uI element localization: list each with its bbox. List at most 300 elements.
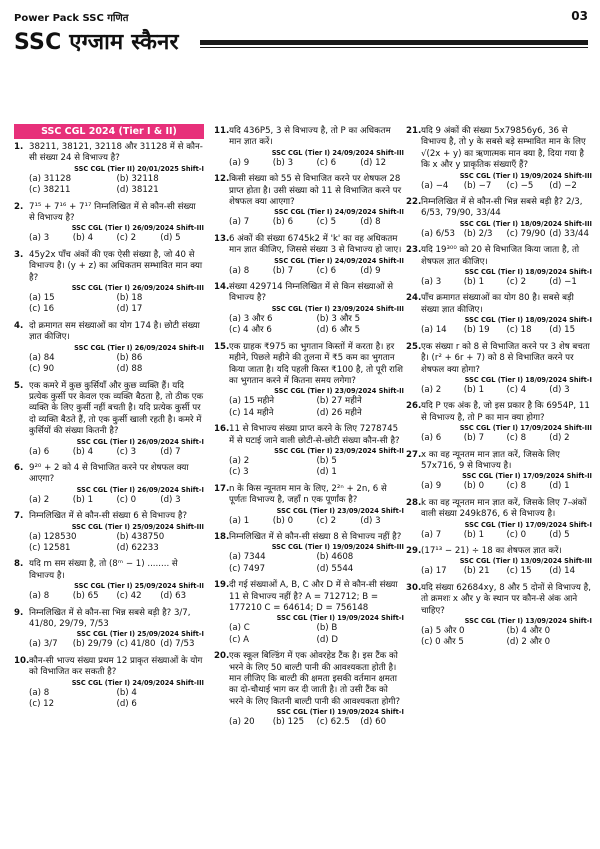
question-source: SSC CGL (Tier I) 26/09/2024 Shift-I [76, 437, 204, 446]
answer-option: (b) 7 [463, 433, 485, 444]
question-number: 25. [406, 341, 422, 352]
column-3 [406, 126, 592, 654]
answer-option: (b) 65 [72, 591, 99, 602]
answer-option: (d) 2 [549, 433, 570, 444]
answer-option: (a) 1 [229, 515, 250, 526]
answer-option: (c) 15 [506, 566, 532, 577]
answer-options [14, 447, 204, 458]
question-item [14, 511, 204, 554]
question-item [406, 498, 592, 541]
question-number: 11. [214, 126, 230, 136]
question-item [214, 651, 404, 728]
answer-options [14, 233, 204, 244]
question-item [406, 245, 592, 288]
question-number: 27. [406, 449, 422, 460]
answer-option: (c) 4 [506, 384, 527, 395]
question-text: n के किस न्यूनतम मान के लिए, 2²ⁿ + 2n, 6 से पूर्णतः विभाज्य है, जहाँ n एक पूर्णांक है? [229, 483, 387, 506]
answer-option: (d) 63 [160, 591, 187, 602]
answer-options [406, 566, 592, 577]
answer-option: (a) 6 [421, 433, 442, 444]
answer-option: (b) 4 [72, 446, 94, 457]
question-head [14, 250, 204, 284]
question-number: 19. [214, 580, 230, 591]
question-text: एक ग्राहक ₹975 का भुगतान किस्तों में करता है। हर महीने, पिछले महीने की तुलना में ₹5 कम का भुगतान किया जाता है। यदि पहली किस्त ₹100 है, तो पूरी राशि का भुगतान करने में कितना समय लगेगा? [229, 341, 403, 386]
answer-option: (b) 19 [463, 325, 490, 336]
answer-option: (d) 3 [160, 494, 181, 505]
answer-option: (c) 3 [229, 467, 249, 478]
question-head [14, 463, 204, 486]
question-head [214, 532, 404, 543]
answer-option: (b) 4608 [316, 552, 354, 563]
question-number: 3. [14, 249, 24, 260]
answer-option: (d) 9 [360, 265, 381, 276]
answer-option: (b) 6 [272, 217, 294, 228]
page-number: 03 [571, 9, 588, 23]
question-source: SSC CGL (Tier I) 18/09/2024 Shift-I [464, 268, 592, 277]
answer-option: (a) 8 [229, 265, 250, 276]
column-1-questions [14, 142, 204, 710]
answer-option: (c) 62.5 [316, 717, 350, 728]
answer-options [14, 174, 204, 197]
answer-option: (c) 2 [316, 515, 337, 526]
question-head [14, 321, 204, 344]
question-text: कौन-सी भाज्य संख्या प्रथम 12 प्राकृत संख्याओं के योग को विभाजित कर सकती है? [29, 655, 203, 678]
question-source: SSC CGL (Tier I) 17/09/2024 Shift-I [464, 520, 592, 529]
answer-options [214, 266, 404, 277]
answer-option: (a) 128530 [29, 531, 77, 542]
question-text: दी गई संख्याओं A, B, C और D में से कौन-सी संख्या 11 से विभाज्य नहीं है? A = 712712; B = 177210 C = 64614; D = 756148 [229, 580, 398, 613]
answer-option: (b) 1 [463, 277, 485, 288]
question-number: 13. [214, 233, 230, 244]
answer-option: (b) 27 महीने [316, 396, 362, 407]
question-head [214, 424, 404, 447]
question-source: SSC CGL (Tier I) 24/09/2024 Shift-III [271, 148, 404, 157]
question-number: 4. [14, 320, 24, 331]
answer-options [406, 277, 592, 288]
question-text: x का वह न्यूनतम मान ज्ञात करें, जिसके लिए 57x716, 9 से विभाज्य है। [421, 449, 560, 471]
running-header: Power Pack SSC गणित [14, 13, 129, 24]
question-number: 8. [14, 559, 24, 570]
answer-option: (a) 9 [229, 157, 250, 168]
question-source: SSC CGL (Tier I) 17/09/2024 Shift-II [462, 472, 592, 481]
answer-option: (d) 17 [116, 304, 143, 315]
question-source: SSC CGL (Tier I) 18/09/2024 Shift-III [459, 219, 592, 228]
answer-option: (a) C [229, 623, 250, 634]
answer-options [14, 532, 204, 555]
question-source: SSC CGL (Tier I) 26/09/2024 Shift-III [71, 284, 204, 293]
question-number: 18. [214, 531, 230, 542]
answer-options [14, 293, 204, 316]
question-source: SSC CGL (Tier I) 17/09/2024 Shift-III [459, 424, 592, 433]
question-number: 12. [214, 174, 230, 185]
question-item [14, 202, 204, 245]
question-item [14, 608, 204, 651]
answer-option: (c) 6 [316, 265, 337, 276]
question-head [214, 234, 404, 257]
question-head [406, 342, 592, 376]
answer-option: (c) 12 [29, 699, 55, 710]
question-head [214, 282, 404, 305]
question-source: SSC CGL (Tier I) 25/09/2024 Shift-III [71, 522, 204, 531]
answer-option: (d) 3 [549, 384, 570, 395]
question-source: SSC CGL (Tier I) 23/09/2024 Shift-II [274, 387, 404, 396]
answer-option: (c) 0 [506, 529, 527, 540]
answer-options [214, 623, 404, 646]
answer-option: (b) B [316, 623, 338, 634]
answer-option: (c) 41/80 [116, 639, 156, 650]
answer-option: (d) 26 महीने [316, 407, 362, 418]
answer-option: (b) 21 [463, 566, 490, 577]
answer-option: (b) −7 [463, 180, 492, 191]
answer-option: (b) 438750 [116, 531, 165, 542]
answer-option: (c) 79/90 [506, 228, 546, 239]
question-head [14, 608, 204, 631]
answer-option: (d) 1 [316, 467, 337, 478]
question-head [406, 245, 592, 268]
answer-option: (c) 8 [506, 481, 527, 492]
answer-option: (a) 7 [421, 529, 442, 540]
answer-options [214, 217, 404, 228]
answer-option: (c) 18 [506, 325, 532, 336]
answer-option: (d) −2 [549, 180, 577, 191]
question-head [406, 293, 592, 316]
answer-options [14, 591, 204, 602]
question-text: 45y2x पाँच अंकों की एक ऐसी संख्या है, जो 40 से विभाज्य है। (y + z) का अधिकतम सम्भावित मान क्या है? [29, 249, 203, 283]
answer-option: (a) 5 और 0 [421, 626, 465, 636]
question-item [14, 381, 204, 458]
question-item [214, 532, 404, 575]
column-2 [214, 126, 404, 734]
question-head [14, 559, 204, 582]
question-head [214, 580, 404, 614]
answer-option: (a) 9 [421, 481, 442, 492]
question-text: 11 से विभाज्य संख्या प्राप्त करने के लिए 7278745 में से घटाई जाने वाली छोटी-से-छोटी संख्या कौन-सी है? [229, 424, 400, 446]
question-item [14, 463, 204, 506]
question-number: 30. [406, 582, 422, 593]
answer-option: (c) A [229, 634, 250, 645]
question-item [214, 126, 404, 169]
question-text: किसी संख्या को 55 से विभाजित करने पर शेषफल 28 प्राप्त होता है। उसी संख्या को 11 से विभाजित करने पर शेषफल क्या आएगा? [229, 174, 402, 208]
answer-option: (b) 0 [272, 515, 294, 526]
question-head [214, 651, 404, 708]
answer-options [14, 495, 204, 506]
question-text: एक स्कूल बिल्डिंग में एक ओवरहेड टैंक है। इस टैंक को भरने के लिए 50 बाल्टी पानी की आवश्यकता होती है। मान लीजिए कि बाल्टी की क्षमता इसकी वर्तमान क्षमता का दो-चौथाई भाग कर दी जाती है। तो उसी टैंक को भरने के लिए कितनी बाल्टी पानी की आवश्यकता होगी? [229, 651, 401, 707]
question-item [406, 450, 592, 493]
answer-options [214, 516, 404, 527]
question-head [14, 381, 204, 438]
question-number: 1. [14, 142, 24, 152]
question-source: SSC CGL (Tier I) 25/09/2024 Shift-II [74, 582, 204, 591]
question-text: 9²⁰ + 2 को 4 से विभाजित करने पर शेषफल क्या आएगा? [29, 462, 189, 485]
answer-options [214, 552, 404, 575]
answer-option: (c) 0 [116, 494, 137, 505]
answer-option: (b) 1 [72, 494, 94, 505]
question-source: SSC CGL (Tier I) 24/09/2024 Shift-II [274, 256, 404, 265]
question-item [214, 484, 404, 527]
answer-option: (c) 0 और 5 [421, 637, 464, 648]
question-source: SSC CGL (Tier I) 25/09/2024 Shift-I [76, 630, 204, 639]
answer-option: (d) 5 [549, 529, 570, 540]
answer-option: (d) 14 [549, 566, 576, 577]
question-source: SSC CGL (Tier I) 26/09/2024 Shift-II [74, 343, 204, 352]
answer-option: (a) 3 [421, 277, 442, 288]
answer-option: (d) 88 [116, 364, 143, 375]
answer-option: (c) 42 [116, 591, 142, 602]
answer-options [406, 433, 592, 444]
question-head [406, 401, 592, 424]
answer-option: (d) 15 [549, 325, 576, 336]
question-source: SSC CGL (Tier I) 24/09/2024 Shift-II [274, 208, 404, 217]
answer-options [406, 481, 592, 492]
question-head [406, 450, 592, 473]
question-source: SSC CGL (Tier I) 23/09/2024 Shift-III [271, 304, 404, 313]
answer-option: (d) 6 और 5 [316, 325, 361, 336]
answer-option: (d) 5544 [316, 563, 354, 574]
answer-options [214, 396, 404, 419]
answer-option: (a) 3/7 [29, 639, 58, 650]
question-number: 22. [406, 197, 422, 208]
question-text: यदि संख्या 62684xy, 8 और 5 दोनों से विभाज्य है, तो क्रमशः x और y के स्थान पर कौन-से अंक आने चाहिए? [421, 582, 591, 616]
answer-option: (d) 6 [116, 699, 137, 710]
answer-option: (c) 8 [506, 433, 527, 444]
question-item [14, 142, 204, 197]
question-source: SSC CGL (Tier I) 19/09/2024 Shift-I [276, 708, 404, 717]
answer-option: (c) −5 [506, 180, 534, 191]
question-item [14, 559, 204, 602]
question-head [406, 498, 592, 521]
answer-option: (a) 2 [229, 455, 250, 466]
answer-option: (b) 32118 [116, 173, 159, 184]
answer-option: (a) 2 [421, 384, 442, 395]
answer-option: (a) 7 [229, 217, 250, 228]
answer-option: (a) 3 और 6 [229, 313, 273, 324]
answer-option: (a) −4 [421, 180, 449, 191]
question-item [214, 234, 404, 277]
question-text: निम्नलिखित में से कौन-सी संख्या 6 से विभाज्य है? [29, 511, 188, 522]
question-item [406, 401, 592, 444]
answer-option: (b) 1 [463, 384, 485, 395]
question-item [214, 342, 404, 419]
question-number: 15. [214, 341, 230, 352]
answer-option: (a) 6 [29, 446, 50, 457]
question-text: यदि 19³⁰⁰ को 20 से विभाजित किया जाता है, तो शेषफल ज्ञात कीजिए। [421, 245, 580, 267]
answer-option: (c) 6 [316, 157, 337, 168]
question-item [14, 656, 204, 711]
question-head [14, 142, 204, 165]
question-source: SSC CGL (Tier I) 26/09/2024 Shift-III [71, 224, 204, 233]
question-text: यदि 436P5, 3 से विभाज्य है, तो P का अधिकतम मान ज्ञात करें। [229, 126, 391, 148]
question-head [406, 583, 592, 617]
answer-option: (c) 7497 [229, 563, 266, 574]
question-item [406, 126, 592, 192]
answer-option: (d) 38121 [116, 185, 159, 196]
answer-option: (a) 17 [421, 566, 447, 577]
question-number: 21. [406, 126, 422, 136]
question-item [406, 546, 592, 578]
question-item [214, 580, 404, 646]
question-source: SSC CGL (Tier I) 23/09/2024 Shift-II [274, 446, 404, 455]
question-head [406, 197, 592, 220]
question-head [406, 126, 592, 172]
question-head [214, 484, 404, 507]
question-number: 16. [214, 424, 230, 435]
answer-option: (c) 38211 [29, 185, 71, 196]
question-source: SSC CGL (Tier II) 20/01/2025 Shift-I [74, 164, 204, 173]
banner-rule [200, 40, 588, 45]
answer-option: (a) 7344 [229, 552, 266, 563]
answer-option: (d) 60 [360, 717, 387, 728]
question-number: 2. [14, 201, 24, 212]
answer-option: (d) −1 [549, 277, 577, 288]
answer-option: (a) 6/53 [421, 228, 456, 239]
question-text: दो क्रमागत सम संख्याओं का योग 174 है। छोटी संख्या ज्ञात कीजिए। [29, 320, 200, 343]
question-text: एक कमरे में कुछ कुर्सियाँ और कुछ व्यक्ति हैं। यदि प्रत्येक कुर्सी पर केवल एक व्यक्ति बैठता है, तो ठीक एक व्यक्ति के लिए कुर्सी नहीं बचती है। यदि प्रत्येक कुर्सी पर दो व्यक्ति बैठते हैं, तो एक कुर्सी खाली रहती है। कमरे में कुर्सियों की संख्या कितनी है? [29, 380, 204, 437]
answer-option: (d) 2 और 0 [506, 637, 551, 648]
question-item [406, 293, 592, 336]
answer-options [406, 385, 592, 396]
question-item [214, 424, 404, 479]
answer-option: (c) 12581 [29, 542, 71, 553]
answer-options [406, 530, 592, 541]
question-number: 10. [14, 655, 30, 666]
answer-option: (c) 90 [29, 364, 55, 375]
answer-option: (d) 3 [360, 515, 381, 526]
question-source: SSC CGL (Tier I) 13/09/2024 Shift-I [464, 617, 592, 625]
answer-options [406, 181, 592, 192]
question-item [14, 250, 204, 316]
answer-option: (b) 4 [72, 233, 94, 244]
question-number: 7. [14, 511, 24, 522]
question-head [14, 656, 204, 679]
question-source: SSC CGL (Tier I) 13/09/2024 Shift-III [459, 557, 592, 566]
answer-option: (b) 5 [316, 455, 337, 466]
answer-options [14, 688, 204, 711]
answer-option: (c) 4 और 6 [229, 325, 272, 336]
answer-option: (c) 16 [29, 304, 55, 315]
question-head [406, 546, 592, 557]
answer-option: (b) 7 [272, 265, 294, 276]
answer-option: (c) 2 [116, 233, 137, 244]
answer-option: (b) 4 और 0 [506, 626, 551, 636]
answer-option: (a) 8 [29, 687, 50, 698]
question-text: यदि 9 अंकों की संख्या 5x79856y6, 36 से विभाज्य है, तो y के सबसे बड़े सम्भावित मान के लिए √(2x + y) का ऋणात्मक मान क्या है, दिया गया है कि x और y प्राकृतिक संख्याएँ हैं? [421, 126, 586, 171]
question-number: 20. [214, 651, 230, 662]
question-text: पाँच क्रमागत संख्याओं का योग 80 है। सबसे बड़ी संख्या ज्ञात कीजिए। [421, 293, 574, 315]
exam-badge: SSC CGL 2024 (Tier I & II) [14, 124, 204, 139]
answer-option: (a) 20 [229, 717, 255, 728]
answer-options [214, 158, 404, 169]
question-source: SSC CGL (Tier I) 19/09/2024 Shift-I [276, 614, 404, 623]
question-item [14, 321, 204, 376]
answer-option: (b) 0 [463, 481, 485, 492]
answer-option: (a) 8 [29, 591, 50, 602]
answer-option: (a) 14 [421, 325, 447, 336]
answer-option: (a) 15 [29, 293, 55, 304]
question-text: निम्नलिखित में से कौन-सी संख्या 8 से विभाज्य नहीं है? [229, 531, 402, 542]
answer-option: (b) 3 और 5 [316, 313, 361, 324]
question-item [214, 282, 404, 337]
answer-options [406, 626, 592, 649]
question-head [14, 511, 204, 522]
section-banner [14, 28, 179, 54]
question-source: SSC CGL (Tier I) 23/09/2024 Shift-I [276, 506, 404, 515]
question-number: 24. [406, 293, 422, 304]
answer-option: (d) 8 [360, 217, 381, 228]
column-1 [14, 124, 204, 715]
answer-option: (d) 7 [160, 446, 181, 457]
question-head [214, 342, 404, 388]
question-item [214, 174, 404, 229]
answer-option: (d) 7/53 [160, 639, 195, 650]
answer-options [214, 717, 404, 728]
answer-option: (a) 3 [29, 233, 50, 244]
answer-options [214, 456, 404, 479]
question-item [406, 197, 592, 240]
question-text: निम्नलिखित में से कौन-सी भिन्न सबसे बड़ी है? 2/3, 6/53, 79/90, 33/44 [421, 197, 583, 219]
question-source: SSC CGL (Tier I) 18/09/2024 Shift-I [464, 375, 592, 384]
question-item [406, 342, 592, 397]
question-source: SSC CGL (Tier I) 18/09/2024 Shift-I [464, 316, 592, 325]
question-number: 5. [14, 380, 24, 391]
question-item [406, 583, 592, 649]
answer-option: (d) 62233 [116, 542, 159, 553]
question-text: यदि P एक अंक है, जो इस प्रकार है कि 6954P, 11 से विभाज्य है, तो P का मान क्या होगा? [421, 401, 590, 423]
answer-option: (a) 31128 [29, 173, 72, 184]
answer-option: (d) 12 [360, 157, 387, 168]
question-head [214, 174, 404, 208]
question-number: 9. [14, 607, 24, 618]
question-text: k का वह न्यूनतम मान ज्ञात करें, जिसके लिए 7-अंकों वाली संख्या 249k876, 6 से विभाज्य है। [421, 497, 587, 520]
question-source: SSC CGL (Tier I) 26/09/2024 Shift-I [76, 485, 204, 494]
answer-option: (c) 14 महीने [229, 407, 274, 418]
answer-option: (b) 2/3 [463, 228, 493, 239]
question-head [214, 126, 404, 149]
question-number: 26. [406, 401, 422, 412]
question-number: 28. [406, 497, 422, 508]
question-text: संख्या 429714 निम्नलिखित में से किन संख्याओं से विभाज्य है? [229, 282, 394, 304]
answer-option: (b) 18 [116, 293, 143, 304]
answer-options [14, 353, 204, 376]
question-source: SSC CGL (Tier I) 19/09/2024 Shift-III [271, 543, 404, 552]
answer-option: (c) 5 [316, 217, 337, 228]
answer-option: (b) 4 [116, 687, 137, 698]
answer-option: (a) 2 [29, 494, 50, 505]
question-text: 38211, 38121, 32118 और 31128 में से कौन-सी संख्या 24 से विभाज्य है? [29, 142, 203, 164]
question-text: एक संख्या r को 8 से विभाजित करने पर 3 शेष बचता है। (r² + 6r + 7) को 8 से विभाजित करने पर शेषफल क्या होगा? [421, 341, 590, 375]
answer-option: (a) 15 महीने [229, 396, 275, 407]
question-source: SSC CGL (Tier I) 24/09/2024 Shift-III [71, 678, 204, 687]
answer-options [214, 314, 404, 337]
question-number: 17. [214, 483, 230, 494]
answer-option: (d) 5 [160, 233, 181, 244]
question-text: 6 अंकों की संख्या 6745k2 में 'k' का वह अधिकतम मान ज्ञात कीजिए, जिससे संख्या 3 से विभाज्य हो जाए। [229, 233, 402, 256]
answer-option: (b) 125 [272, 717, 305, 728]
answer-option: (c) 3 [116, 446, 137, 457]
question-text: (17¹³ − 21) ÷ 18 का शेषफल ज्ञात करें। [421, 545, 562, 556]
answer-option: (b) 29/79 [72, 639, 113, 650]
answer-option: (d) 1 [549, 481, 570, 492]
question-number: 23. [406, 245, 422, 256]
question-text: 7¹⁵ + 7¹⁶ + 7¹⁷ निम्नलिखित में से कौन-सी संख्या से विभाज्य है? [29, 201, 196, 224]
answer-options [14, 639, 204, 650]
question-number: 29. [406, 545, 422, 556]
answer-option: (d) 33/44 [549, 228, 589, 239]
banner-rule-thin [200, 47, 588, 48]
banner-title: SSC एग्जाम स्कैनर [14, 30, 179, 55]
answer-option: (c) 2 [506, 277, 527, 288]
question-source: SSC CGL (Tier I) 19/09/2024 Shift-III [459, 171, 592, 180]
question-head [14, 202, 204, 225]
